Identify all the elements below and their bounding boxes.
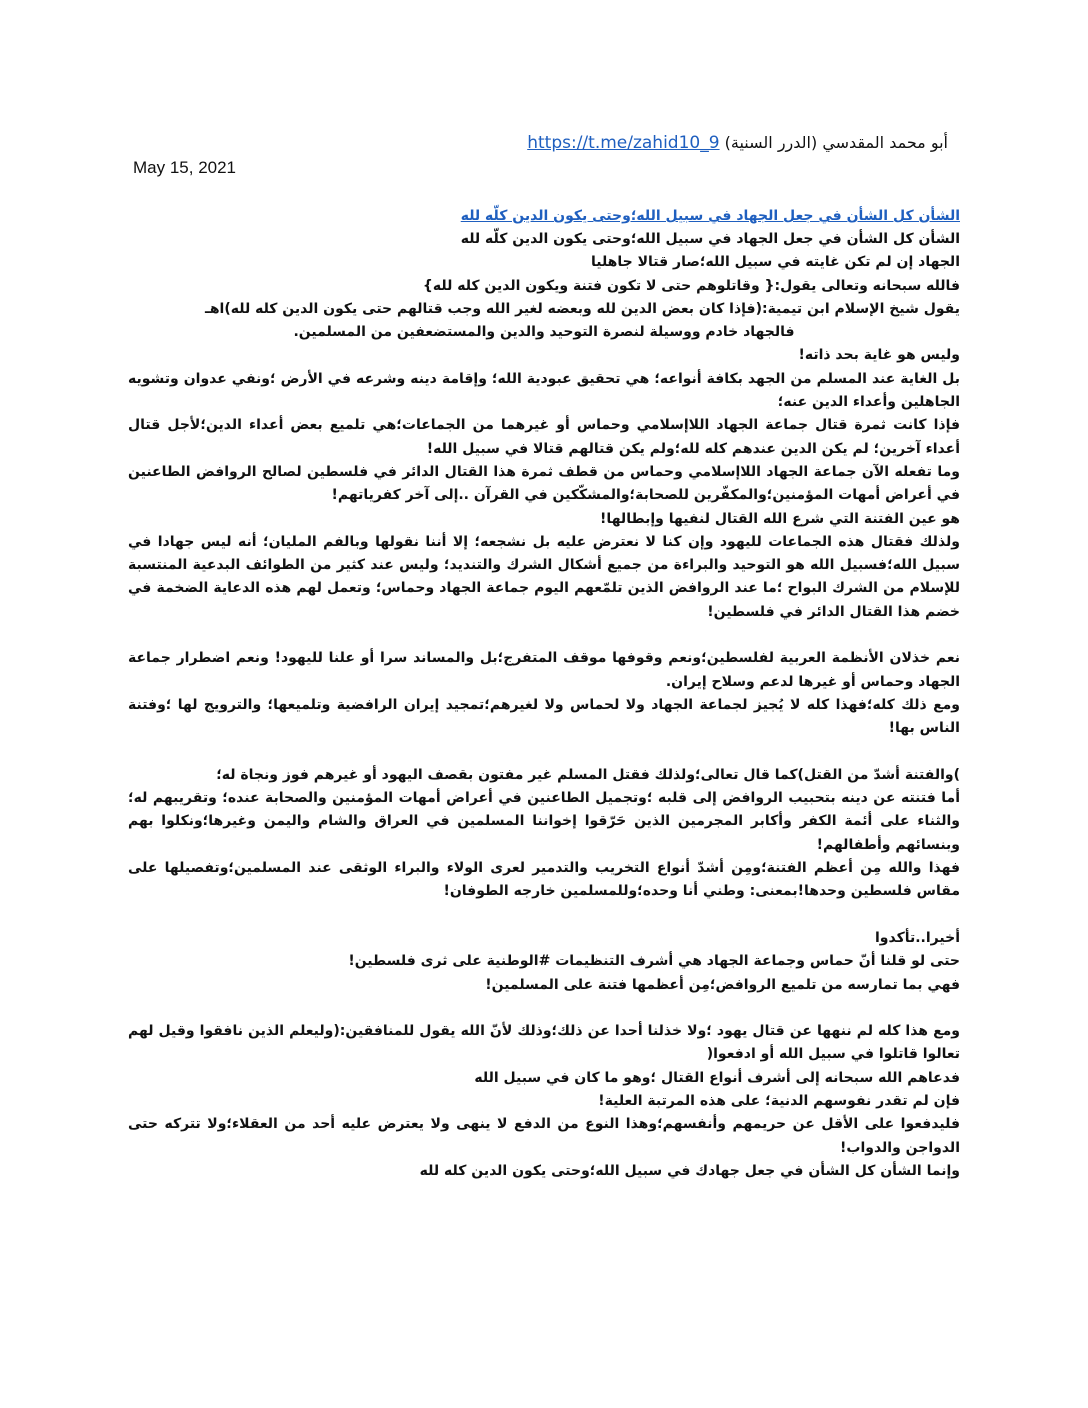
blank-line [128, 624, 960, 647]
article-line: فدعاهم الله سبحانه إلى أشرف أنواع القتال ؛وهو ما كان في سبيل الله [474, 1069, 960, 1086]
article-paragraph: )والفتنة أشدّ من القتل)كما قال تعالى؛ولذلك فقتل المسلم غير مفتون بقصف اليهود أو غيرهم فوز ونجاة له؛ [216, 766, 960, 783]
blank-line [128, 904, 960, 927]
article-line: فإن لم تقدر نفوسهم الدنية؛ على هذه المرتبة العلية! [598, 1092, 960, 1109]
article-line: فالجهاد خادم ووسيلة لنصرة التوحيد والدين والمستضعفين من المسلمين. [293, 324, 795, 341]
article-body [128, 205, 960, 1183]
article-line: حتى لو قلنا أنّ حماس وجماعة الجهاد هي أشرف التنظيمات #الوطنية على ثرى فلسطين! [348, 953, 960, 970]
article-line: هو عين الفتنة التي شرع الله القتال لنفيها وإبطالها! [600, 510, 960, 527]
article-line: وإنما الشأن كل الشأن في جعل جهادك في سبيل الله؛وحتى يكون الدين كله لله [419, 1162, 960, 1179]
blank-line [128, 997, 960, 1020]
article-paragraph: فليدفعوا على الأقل عن حريمهم وأنفسهم؛وهذا النوع من الدفع لا ينهى ولا يعترض عليه أحد من العقلاء؛ولا تتركه حتى الدواجن والدواب! [128, 1116, 960, 1156]
author-name: أبو محمد المقدسي (الدرر السنية) [724, 133, 948, 152]
telegram-link[interactable]: https://t.me/zahid10_9 [527, 133, 720, 153]
article-paragraph: فإذا كانت ثمرة قتال جماعة الجهاد اللاإسلامي وحماس أو غيرهما من الجماعات؛هي تلميع بعض أعداء الدين؛لأجل قتال أعداء آخرين؛ لم يكن الدين عندهم كله لله؛ولم يكن قتالهم قتالا في سبيل الله! [128, 417, 960, 457]
article-paragraph: وما تفعله الآن جماعة الجهاد اللاإسلامي وحماس من قطف ثمرة هذا القتال الدائر في فلسطين لصالح الروافض الطاعنين في أعراض أمهات المؤمنين؛والمكفّرين للصحابة؛والمشكّكين في القرآن ..إلى آخر كفرياتهم! [128, 463, 960, 504]
article-line: وليس هو غاية بحد ذاته! [798, 347, 960, 364]
article-paragraph: نعم خذلان الأنظمة العربية لفلسطين؛ونعم وقوفها موقف المتفرج؛بل والمساند سرا أو علنا لليهود! ونعم اضطرار جماعة الجهاد وحماس أو غيرها لدعم وسلاح إيران. [128, 650, 960, 690]
article-line: يقول شيخ الإسلام ابن تيمية:(فإذا كان بعض الدين لله وبعضه لغير الله وجب قتالهم حتى يكون الدين كله لله)اهـ [205, 300, 960, 317]
article-line: الجهاد إن لم تكن غايته في سبيل الله؛صار قتالا جاهليا [591, 254, 960, 271]
article-paragraph: ومع ذلك كله؛فهذا كله لا يُجيز لجماعة الجهاد ولا لحماس ولا لغيرهم؛تمجيد إيران الرافضية وتلميعها؛ والترويج لها ؛وفتنة الناس بها! [128, 696, 960, 737]
source-line [527, 133, 948, 153]
article-line: فالله سبحانه وتعالى يقول:{ وقاتلوهم حتى لا تكون فتنة ويكون الدين كله لله} [422, 277, 960, 294]
article-title-link[interactable]: الشأن كل الشأن في جعل الجهاد في سبيل الله؛وحتى يكون الدين كلّه لله [460, 208, 960, 224]
article-paragraph: بل الغاية عند المسلم من الجهد بكافة أنواعه؛ هي تحقيق عبودية الله؛ وإقامة دينه وشرعه في الأرض ؛ونفي عدوان وتشويه الجاهلين وأعداء الدين عنه؛ [128, 370, 960, 411]
article-paragraph: فهذا والله مِن أعظم الفتنة؛ومِن أشدّ أنواع التخريب والتدمير لعرى الولاء والبراء الوثقى عند المسلمين؛وتفصيلها على مقاس فلسطين وحدها!بمعنى: وطني أنا وحده؛وللمسلمين خارجه الطوفان! [128, 860, 960, 900]
article-paragraph: أما فتنته عن دينه بتحبيب الروافض إلى قلبه ؛وتجميل الطاعنين في أعراض أمهات المؤمنين والصحابة عنده؛ وتقريبهم له؛والثناء على أئمة الكفر وأكابر المجرمين الذين حَرّقوا إخواننا المسلمين في العراق والشام واليمن وغيرها؛ونكلوا بهم وبنسائهم وأطفالهم! [128, 790, 960, 853]
article-line: الشأن كل الشأن في جعل الجهاد في سبيل الله؛وحتى يكون الدين كلّه لله [460, 231, 960, 247]
blank-line [128, 741, 960, 764]
article-line: أخيرا..تأكدوا [875, 929, 960, 946]
article-line: فهي بما تمارسه من تلميع الروافض؛مِن أعظمها فتنة على المسلمين! [485, 976, 960, 993]
article-paragraph: ومع هذا كله لم ننهها عن قتال يهود ؛ولا خذلنا أحدا عن ذلك؛وذلك لأنّ الله يقول للمنافقين:(وليعلم الذين نافقوا وقيل لهم تعالوا قاتلوا في سبيل الله أو ادفعوا( [128, 1023, 960, 1063]
post-date: May 15, 2021 [133, 158, 237, 177]
article-paragraph: ولذلك فقتال هذه الجماعات لليهود وإن كنا لا نعترض عليه بل نشجعه؛ إلا أننا نقولها وبالفم المليان؛ أنه ليس جهادا في سبيل الله؛فسبيل الله هو التوحيد والبراءة من جميع أشكال الشرك والتنديد؛ وليس عند كثير من الطوائف البدعية المنتسبة للإسلام من الشرك البواح ؛ما عند الروافض الذين تلمّعهم اليوم جماعة الجهاد وحماس؛ وتعمل لهم هذه الدعاية الضخمة في خضم هذا القتال الدائر في فلسطين! [128, 533, 960, 620]
